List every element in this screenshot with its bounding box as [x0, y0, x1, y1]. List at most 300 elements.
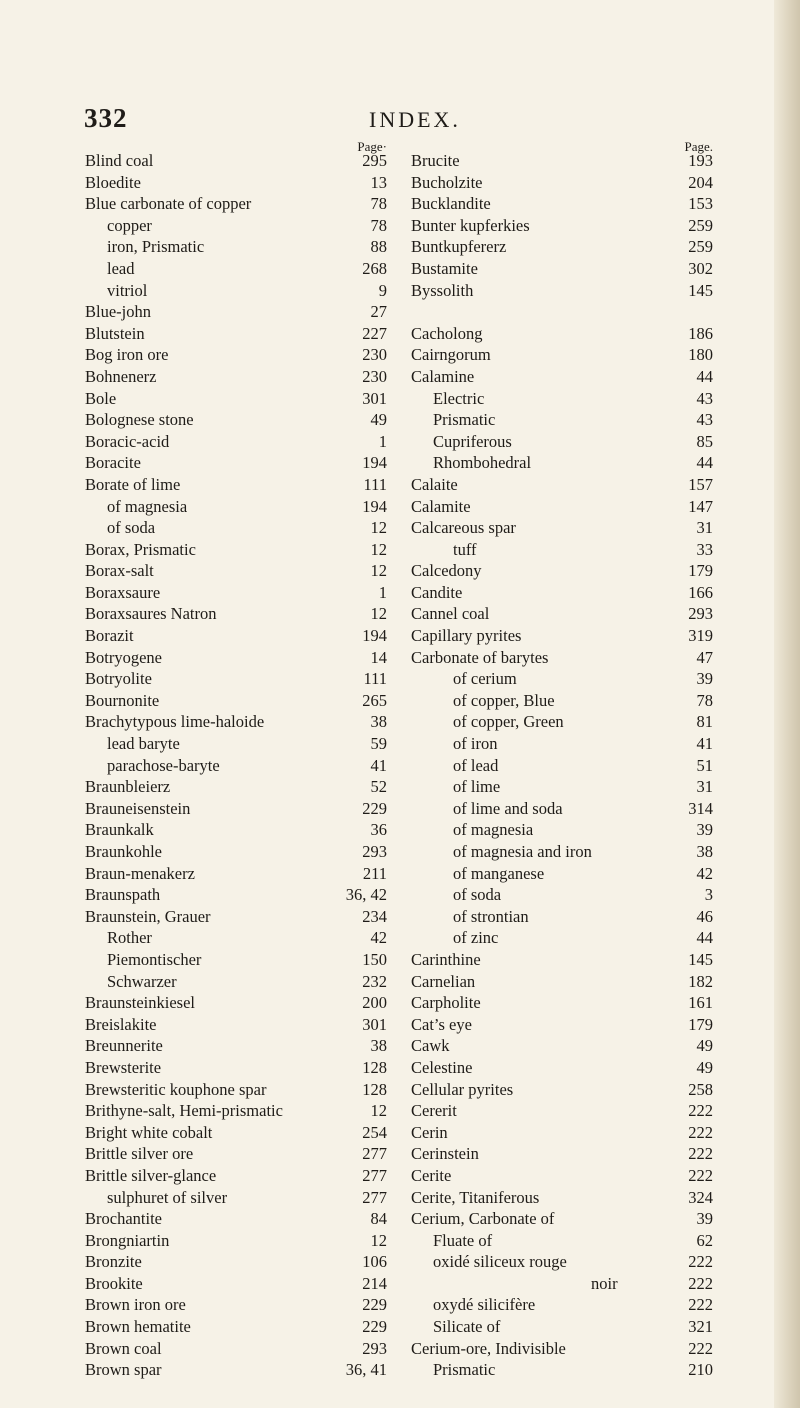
index-page-ref: 324	[688, 1187, 713, 1207]
index-page-ref: 232	[362, 971, 387, 991]
index-entry	[85, 1294, 387, 1316]
index-page-ref: 128	[362, 1057, 387, 1077]
index-term: Bolognese stone	[85, 410, 194, 430]
index-page-ref: 321	[688, 1317, 713, 1337]
index-term: Bronzite	[85, 1252, 142, 1272]
index-term: Braunbleierz	[85, 777, 171, 797]
index-term: Prismatic	[433, 410, 496, 430]
index-entry	[411, 280, 713, 302]
index-entry	[85, 776, 387, 798]
index-page-ref: 38	[370, 1036, 387, 1056]
index-page-ref: 229	[362, 1295, 387, 1315]
index-term: parachose-baryte	[107, 755, 220, 775]
index-term: Rhombohedral	[433, 453, 532, 473]
index-page-ref: 88	[370, 237, 387, 257]
index-entry	[85, 215, 387, 237]
index-term: Calaite	[411, 474, 458, 494]
index-page-ref: 301	[362, 388, 387, 408]
index-page-ref: 222	[688, 1101, 713, 1121]
index-entry	[85, 496, 387, 518]
index-term: Bucholzite	[411, 172, 483, 192]
index-term: Borax-salt	[85, 561, 154, 581]
index-entry	[411, 1251, 713, 1273]
index-term: tuff	[453, 539, 477, 559]
index-term: Brown hematite	[85, 1317, 191, 1337]
index-column-right	[411, 139, 713, 1381]
index-term: Cerite	[411, 1165, 452, 1185]
index-page-ref: 1	[378, 582, 387, 602]
index-page-ref: 44	[696, 366, 713, 386]
index-entry	[411, 1273, 713, 1295]
index-page-ref: 52	[370, 777, 387, 797]
index-page-ref: 194	[362, 453, 387, 473]
index-page-ref: 12	[370, 1101, 387, 1121]
index-entry	[411, 927, 713, 949]
index-term: Brucite	[411, 151, 460, 170]
index-page-ref: 193	[688, 151, 713, 170]
index-page-ref: 36, 42	[345, 885, 387, 905]
index-term: of copper, Green	[453, 712, 564, 732]
index-term: Cupriferous	[433, 431, 512, 451]
index-entry	[85, 1079, 387, 1101]
index-page-ref: 12	[370, 1230, 387, 1250]
index-term: of magnesia	[107, 496, 188, 516]
index-term: Borate of lime	[85, 474, 181, 494]
index-page-ref: 41	[370, 755, 387, 775]
index-entry	[85, 1100, 387, 1122]
index-page-ref: 12	[370, 518, 387, 538]
index-term: Breislakite	[85, 1014, 157, 1034]
index-term: of cerium	[453, 669, 517, 689]
index-entry	[85, 625, 387, 647]
index-page-ref: 230	[362, 345, 387, 365]
index-term: Brachytypous lime-haloide	[85, 712, 265, 732]
index-term: Bournonite	[85, 690, 160, 710]
index-entry	[411, 344, 713, 366]
index-page-ref: 182	[688, 971, 713, 991]
index-term: Blutstein	[85, 323, 145, 343]
index-term: Botryogene	[85, 647, 162, 667]
index-entry	[411, 236, 713, 258]
index-term: Schwarzer	[107, 971, 177, 991]
index-term: of lime and soda	[453, 798, 563, 818]
index-term: Brithyne-salt, Hemi-prismatic	[85, 1101, 283, 1121]
index-entry	[411, 1165, 713, 1187]
index-term: Cacholong	[411, 323, 483, 343]
index-entry	[411, 1338, 713, 1360]
index-page-ref: 1	[378, 431, 387, 451]
index-page-ref: 222	[688, 1338, 713, 1358]
index-page-ref: 62	[696, 1230, 713, 1250]
index-page-ref: 78	[370, 194, 387, 214]
index-entry	[411, 971, 713, 993]
index-term: Fluate of	[433, 1230, 493, 1250]
index-term: Botryolite	[85, 669, 152, 689]
index-entry	[85, 971, 387, 993]
index-entry	[85, 344, 387, 366]
index-page-ref: 277	[362, 1165, 387, 1185]
index-page-ref: 153	[688, 194, 713, 214]
index-term: Breunnerite	[85, 1036, 163, 1056]
index-entry	[85, 150, 387, 172]
index-entry	[411, 258, 713, 280]
index-term: Carpholite	[411, 993, 481, 1013]
index-page-ref: 277	[362, 1187, 387, 1207]
index-entry	[85, 906, 387, 928]
index-term: Byssolith	[411, 280, 474, 300]
index-entry	[411, 1359, 713, 1381]
index-entry	[411, 647, 713, 669]
index-term: noir	[591, 1273, 618, 1293]
index-term: Blue-john	[85, 302, 151, 322]
index-term: Braunsteinkiesel	[85, 993, 195, 1013]
index-term: of manganese	[453, 863, 545, 883]
index-entry	[411, 1187, 713, 1209]
index-page-ref: 229	[362, 1317, 387, 1337]
index-term: Cerite, Titaniferous	[411, 1187, 540, 1207]
index-term: Boraxsaures Natron	[85, 604, 217, 624]
index-entry	[411, 884, 713, 906]
index-entry	[85, 582, 387, 604]
index-entry	[411, 172, 713, 194]
index-entry	[411, 798, 713, 820]
index-page-ref: 47	[696, 647, 713, 667]
index-term: iron, Prismatic	[107, 237, 205, 257]
index-page-ref: 254	[362, 1122, 387, 1142]
index-page-ref: 78	[370, 215, 387, 235]
index-entry	[411, 841, 713, 863]
index-entry	[411, 949, 713, 971]
index-term: Blue carbonate of copper	[85, 194, 252, 214]
index-entry	[411, 150, 713, 172]
index-entry	[85, 474, 387, 496]
index-term: Braunspath	[85, 885, 161, 905]
index-entry	[411, 452, 713, 474]
index-page-ref: 194	[362, 626, 387, 646]
index-term: Brown spar	[85, 1360, 162, 1380]
index-term: Carbonate of barytes	[411, 647, 549, 667]
index-term: Capillary pyrites	[411, 626, 522, 646]
index-entry	[411, 215, 713, 237]
index-entry	[85, 949, 387, 971]
index-page-ref: 81	[696, 712, 713, 732]
index-entry	[411, 863, 713, 885]
index-page-ref: 186	[688, 323, 713, 343]
index-entry	[85, 884, 387, 906]
index-entry	[85, 992, 387, 1014]
index-page-ref: 194	[362, 496, 387, 516]
index-entry	[411, 366, 713, 388]
index-page-ref: 301	[362, 1014, 387, 1034]
index-entry	[85, 1316, 387, 1338]
index-column-left	[85, 139, 387, 1381]
index-page-ref: 59	[370, 734, 387, 754]
index-term: Candite	[411, 582, 463, 602]
index-entry	[85, 711, 387, 733]
index-entry	[411, 496, 713, 518]
index-entry	[411, 1122, 713, 1144]
index-term: Celestine	[411, 1057, 473, 1077]
index-entry	[85, 258, 387, 280]
index-page-ref: 150	[362, 949, 387, 969]
page-column-label: Page.	[684, 139, 713, 154]
index-term: Brewsterite	[85, 1057, 162, 1077]
index-page-ref: 265	[362, 690, 387, 710]
index-term: Borax, Prismatic	[85, 539, 196, 559]
index-term: Cerium-ore, Indivisible	[411, 1338, 566, 1358]
index-entry	[411, 625, 713, 647]
index-entry	[411, 474, 713, 496]
index-entry	[85, 323, 387, 345]
index-page-ref: 13	[370, 172, 387, 192]
running-head: INDEX.	[369, 107, 461, 132]
index-page-ref: 147	[688, 496, 713, 516]
index-term: Bog iron ore	[85, 345, 169, 365]
index-term: Brown iron ore	[85, 1295, 186, 1315]
index-entry	[411, 388, 713, 410]
index-page-ref: 85	[696, 431, 713, 451]
index-page-ref: 229	[362, 798, 387, 818]
index-page-ref: 145	[688, 280, 713, 300]
index-entry	[85, 1273, 387, 1295]
index-entry	[411, 819, 713, 841]
page-column-label: Page·	[357, 139, 387, 154]
index-page-ref: 12	[370, 539, 387, 559]
index-entry	[411, 1100, 713, 1122]
index-page-ref: 200	[362, 993, 387, 1013]
index-page-ref: 51	[696, 755, 713, 775]
index-page-ref: 222	[688, 1252, 713, 1272]
index-page-ref: 293	[688, 604, 713, 624]
index-page-ref: 36	[370, 820, 387, 840]
index-entry	[85, 1057, 387, 1079]
index-page-ref: 319	[688, 626, 713, 646]
index-entry	[411, 1057, 713, 1079]
index-term: of lead	[453, 755, 499, 775]
index-entry	[85, 668, 387, 690]
index-page-ref: 234	[362, 906, 387, 926]
index-entry	[411, 1079, 713, 1101]
index-term: Cannel coal	[411, 604, 490, 624]
index-entry	[411, 1035, 713, 1057]
index-term: Bunter kupferkies	[411, 215, 530, 235]
index-entry	[85, 452, 387, 474]
index-entry	[411, 517, 713, 539]
index-term: of copper, Blue	[453, 690, 555, 710]
index-page-ref: 42	[696, 863, 713, 883]
index-term: Braunkohle	[85, 842, 162, 861]
index-page-ref: 145	[688, 949, 713, 969]
index-term: of strontian	[453, 906, 529, 926]
index-term: Braunkalk	[85, 820, 154, 840]
index-entry	[411, 1208, 713, 1230]
index-entry	[85, 755, 387, 777]
index-page-ref: 36, 41	[345, 1360, 387, 1380]
index-entry	[411, 1143, 713, 1165]
index-entry	[411, 776, 713, 798]
index-entry	[411, 906, 713, 928]
index-term: Brown coal	[85, 1338, 162, 1358]
index-entry	[85, 409, 387, 431]
index-term: lead baryte	[107, 734, 180, 754]
index-term: Cerin	[411, 1122, 448, 1142]
index-page-ref: 293	[362, 1338, 387, 1358]
index-term: of zinc	[453, 928, 499, 948]
index-page-ref: 46	[696, 906, 713, 926]
index-entry	[411, 323, 713, 345]
index-term: Braun-menakerz	[85, 863, 195, 883]
index-entry	[411, 1294, 713, 1316]
index-entry	[411, 992, 713, 1014]
index-entry	[85, 647, 387, 669]
index-term: Brittle silver ore	[85, 1144, 194, 1164]
index-entry	[85, 280, 387, 302]
index-entry	[411, 1014, 713, 1036]
index-entry	[85, 733, 387, 755]
index-page-ref: 214	[362, 1273, 387, 1293]
index-page-ref: 111	[363, 474, 387, 494]
index-term: Bohnenerz	[85, 366, 157, 386]
index-term: Bustamite	[411, 258, 478, 278]
index-entry	[85, 388, 387, 410]
index-page-ref: 268	[362, 258, 387, 278]
index-page-ref: 179	[688, 1014, 713, 1034]
index-term: of magnesia	[453, 820, 534, 840]
index-page-ref: 84	[370, 1209, 387, 1229]
index-entry	[411, 1230, 713, 1252]
index-page-ref: 43	[696, 388, 713, 408]
index-term: of iron	[453, 734, 498, 754]
index-page-ref: 39	[696, 1209, 713, 1229]
index-page-ref: 49	[696, 1057, 713, 1077]
index-term: Calamite	[411, 496, 471, 516]
index-term: Carnelian	[411, 971, 476, 991]
index-page-ref: 259	[688, 215, 713, 235]
index-term: Boracite	[85, 453, 141, 473]
index-entry	[85, 560, 387, 582]
index-entry	[411, 409, 713, 431]
index-entry	[411, 1316, 713, 1338]
index-entry	[85, 1122, 387, 1144]
index-term: Electric	[433, 388, 485, 408]
index-entry	[85, 927, 387, 949]
index-term: Piemontischer	[107, 949, 202, 969]
index-page-ref: 211	[362, 863, 387, 883]
index-page-ref: 106	[362, 1252, 387, 1272]
index-page-ref: 3	[704, 885, 713, 905]
index-page-ref: 39	[696, 669, 713, 689]
index-term: Borazit	[85, 626, 134, 646]
index-entry	[411, 668, 713, 690]
index-term: Prismatic	[433, 1360, 496, 1380]
index-page-ref: 222	[688, 1165, 713, 1185]
index-term: Bright white cobalt	[85, 1122, 213, 1142]
index-entry	[85, 1035, 387, 1057]
index-page-ref: 302	[688, 258, 713, 278]
index-term: oxidé siliceux rouge	[433, 1252, 567, 1272]
index-term: Cat’s eye	[411, 1014, 472, 1034]
index-entry	[85, 301, 387, 323]
index-term: Bloedite	[85, 172, 141, 192]
index-term: Buntkupfererz	[411, 237, 507, 257]
index-entry	[411, 301, 713, 323]
index-page-ref: 295	[362, 151, 387, 170]
index-entry	[85, 798, 387, 820]
index-page-ref: 111	[363, 669, 387, 689]
index-term: Brookite	[85, 1273, 143, 1293]
index-page-ref: 222	[688, 1295, 713, 1315]
index-page-ref: 157	[688, 474, 713, 494]
index-entry	[85, 1208, 387, 1230]
index-term: sulphuret of silver	[107, 1187, 228, 1207]
index-entry	[85, 172, 387, 194]
index-term: Calcedony	[411, 561, 482, 581]
index-page-ref: 38	[370, 712, 387, 732]
index-term: of soda	[107, 518, 156, 538]
index-entry	[85, 1230, 387, 1252]
index-page-ref: 259	[688, 237, 713, 257]
index-entry	[411, 431, 713, 453]
index-page-ref: 161	[688, 993, 713, 1013]
index-entry	[411, 193, 713, 215]
index-term: oxydé silicifère	[433, 1295, 536, 1315]
index-term: Calamine	[411, 366, 475, 386]
index-term: of magnesia and iron	[453, 842, 592, 861]
index-term: Silicate of	[433, 1317, 501, 1337]
index-term: Bole	[85, 388, 117, 408]
index-page-ref: 258	[688, 1079, 713, 1099]
index-page-ref: 31	[696, 777, 713, 797]
page-number: 332	[84, 103, 128, 133]
index-page-ref: 180	[688, 345, 713, 365]
index-entry	[411, 560, 713, 582]
index-term: copper	[107, 215, 152, 235]
index-page-ref: 31	[696, 518, 713, 538]
index-term: Carinthine	[411, 949, 481, 969]
index-page-ref: 14	[370, 647, 387, 667]
index-entry	[85, 1143, 387, 1165]
index-entry	[411, 711, 713, 733]
index-entry	[411, 755, 713, 777]
index-entry	[85, 431, 387, 453]
index-term: Boracic-acid	[85, 431, 170, 451]
index-page-ref: 33	[696, 539, 713, 559]
index-page-ref: 27	[370, 302, 387, 322]
index-page-ref: 49	[370, 410, 387, 430]
index-entry	[85, 1338, 387, 1360]
index-page-ref: 230	[362, 366, 387, 386]
index-entry	[411, 733, 713, 755]
index-page-ref: 210	[688, 1360, 713, 1380]
index-entry	[85, 1251, 387, 1273]
index-term: Boraxsaure	[85, 582, 161, 602]
index-term: vitriol	[107, 280, 148, 300]
index-entry	[85, 193, 387, 215]
index-entry	[411, 690, 713, 712]
index-page-ref: 38	[696, 842, 713, 861]
index-term: Blind coal	[85, 151, 154, 170]
index-page-ref: 222	[688, 1122, 713, 1142]
index-page-ref: 222	[688, 1144, 713, 1164]
index-page-ref: 9	[378, 280, 387, 300]
index-entry	[411, 582, 713, 604]
index-page-ref: 293	[362, 842, 387, 861]
index-entry	[85, 863, 387, 885]
index-page-ref: 39	[696, 820, 713, 840]
index-entry	[85, 841, 387, 863]
index-page-ref: 78	[696, 690, 713, 710]
index-page-ref: 314	[688, 798, 713, 818]
